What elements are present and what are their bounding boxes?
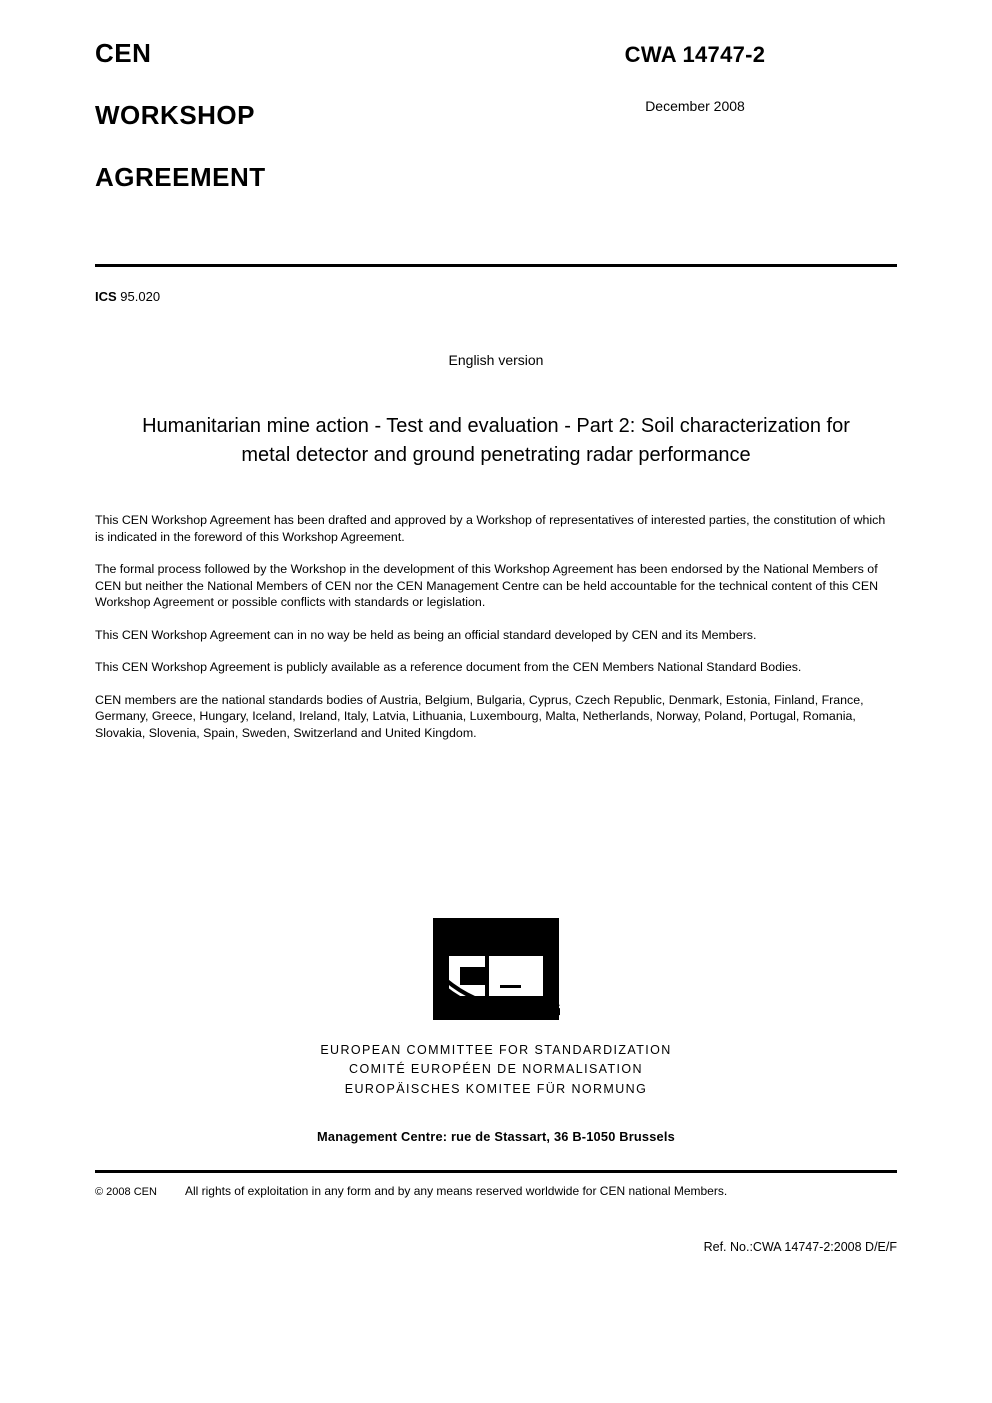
document-number: CWA 14747-2: [624, 42, 766, 67]
ics-value: 95.020: [120, 289, 161, 304]
copyright-symbol: © 2008 CEN: [95, 1186, 157, 1199]
organization-names: [95, 1041, 897, 1099]
org-name-fr: COMITÉ EUROPÉEN DE NORMALISATION: [349, 1062, 643, 1077]
cen-wordmark-line-1: CEN: [95, 38, 152, 68]
paragraph-3: This CEN Workshop Agreement can in no way be held as being an official standard developed by CEN and its Members.: [95, 627, 757, 642]
cen-wordmark-line-3: AGREEMENT: [95, 162, 266, 192]
org-name-en: EUROPEAN COMMITTEE FOR STANDARDIZATION: [320, 1043, 672, 1057]
cen-wordmark-line-2: WORKSHOP: [95, 100, 255, 130]
ics-label: ICS: [95, 289, 117, 304]
management-centre-address: Management Centre: rue de Stassart, 36 B-1050 Brussels: [317, 1129, 675, 1145]
page-title: Humanitarian mine action - Test and evaluation - Part 2: Soil characterization for metal detector and ground penetrating radar performance: [142, 415, 850, 466]
paragraph-1: This CEN Workshop Agreement has been drafted and approved by a Workshop of representatives of interested parties, the constitution of which is indicated in the foreword of this Workshop Agreement.: [95, 513, 886, 544]
reference-number: Ref. No.:CWA 14747-2:2008 D/E/F: [703, 1240, 897, 1255]
language-version: English version: [448, 352, 544, 368]
document-header: [95, 0, 897, 240]
copyright-line: [95, 1184, 897, 1198]
cen-logo-icon: [431, 916, 561, 1022]
ics-line: [95, 289, 897, 304]
intro-paragraphs: [95, 512, 897, 741]
logo-area: [95, 916, 897, 1027]
copyright-text: All rights of exploitation in any form and by any means reserved worldwide for CEN national Members.: [184, 1184, 728, 1199]
org-name-de: EUROPÄISCHES KOMITEE FÜR NORMUNG: [344, 1081, 648, 1096]
paragraph-2: The formal process followed by the Workshop in the development of this Workshop Agreement has been endorsed by the National Members of CEN but neither the National Members of CEN nor the CEN Management Centre can be held accountable for the technical content of this CEN Workshop Agreement or possible conflicts with standards or legislation.: [95, 562, 879, 609]
footer-divider: [95, 1170, 897, 1173]
header-divider: [95, 264, 897, 267]
paragraph-5: CEN members are the national standards bodies of Austria, Belgium, Bulgaria, Cyprus, Czech Republic, Denmark, Estonia, Finland, France, Germany, Greece, Hungary, Iceland, Ireland, Italy, Latvia, Lithuania, Luxembourg, Malta, Netherlands, Norway, Poland, Portugal, Romania, Slovakia, Slovenia, Spain, Sweden, Switzerland and United Kingdom.: [95, 692, 864, 740]
document-date: December 2008: [645, 98, 745, 114]
paragraph-4: This CEN Workshop Agreement is publicly available as a reference document from the CEN Members National Standard Bodies.: [95, 660, 802, 674]
